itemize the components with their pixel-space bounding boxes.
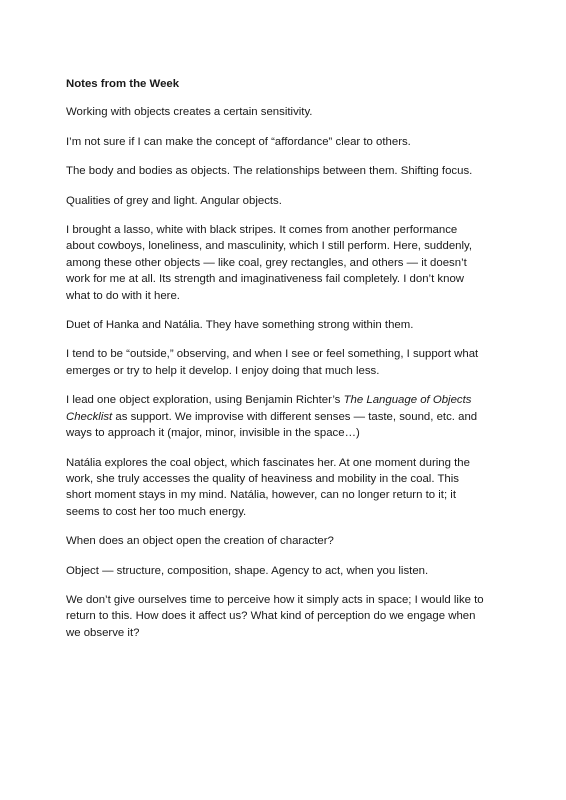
book-title: The Language of Objects Checklist [66, 394, 472, 423]
paragraph: The body and bodies as objects. The relationships between them. Shifting focus. [66, 165, 473, 178]
paragraph: We don’t give ourselves time to perceive how it simply acts in space; I would like to return to this. How does it affect us? What kind of perception do we engage when we observe it? [66, 593, 484, 639]
exploration-text-before: I lead one object exploration, using Benjamin Richter’s [66, 394, 344, 407]
paragraph: Natália explores the coal object, which fascinates her. At one moment during the work, she truly accesses the quality of heaviness and mobility in the coal. This short moment stays in my mind. Natália, however, can no longer return to it; it seems to cost her too much energy. [66, 456, 470, 518]
paragraph: Duet of Hanka and Natália. They have something strong within them. [66, 319, 414, 332]
paragraph: I’m not sure if I can make the concept of “affordance” clear to others. [66, 135, 411, 148]
paragraph: Object — structure, composition, shape. Agency to act, when you listen. [66, 564, 429, 577]
document-body [66, 76, 486, 654]
paragraph: I brought a lasso, white with black stripes. It comes from another performance about cowboys, loneliness, and masculinity, which I still perform. Here, suddenly, among these other objects — like coal, grey rectangles, and others — it doesn’t work for me at all. Its strength and imaginativeness fail completely. I don’t know what to do with it here. [66, 224, 473, 302]
paragraph: I tend to be “outside,” observing, and when I see or feel something, I support what emerges or try to help it develop. I enjoy doing that much less. [66, 348, 479, 377]
paragraph: When does an object open the creation of character? [66, 535, 334, 548]
paragraph: Qualities of grey and light. Angular objects. [66, 194, 282, 207]
document-title: Notes from the Week [66, 78, 180, 90]
exploration-text-after: as support. We improvise with different senses — taste, sound, etc. and ways to approach it (major, minor, invisible in the space…) [66, 410, 478, 440]
paragraph: Working with objects creates a certain sensitivity. [66, 106, 313, 119]
exploration-paragraph [66, 392, 486, 441]
